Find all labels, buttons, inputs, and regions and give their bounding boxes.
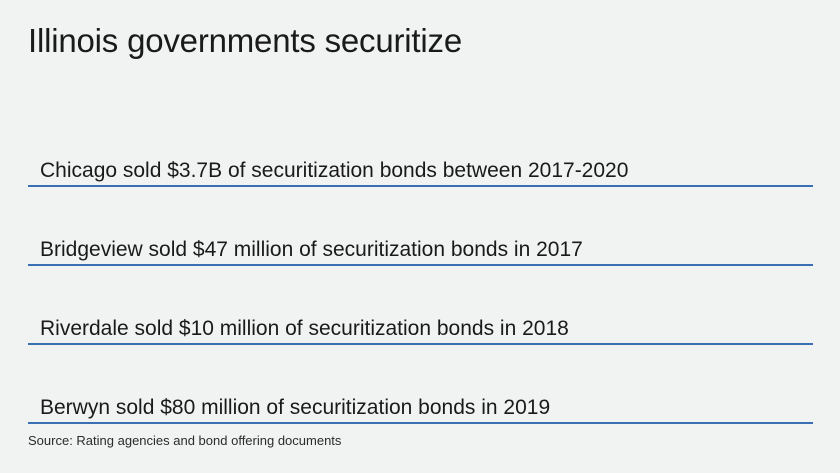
fact-item-berwyn	[28, 345, 813, 424]
fact-item-riverdale	[28, 266, 813, 345]
divider-line	[28, 422, 813, 424]
page-title: Illinois governments securitize	[28, 22, 462, 59]
source-note: Source: Rating agencies and bond offering documents	[28, 433, 342, 448]
fact-item-bridgeview	[28, 187, 813, 266]
fact-text: Chicago sold $3.7B of securitization bonds between 2017-2020	[40, 159, 629, 182]
fact-list	[28, 108, 813, 424]
fact-text: Riverdale sold $10 million of securitization bonds in 2018	[40, 317, 569, 340]
fact-item-chicago	[28, 108, 813, 187]
fact-text: Berwyn sold $80 million of securitization bonds in 2019	[40, 396, 551, 419]
fact-text: Bridgeview sold $47 million of securitization bonds in 2017	[40, 238, 583, 261]
